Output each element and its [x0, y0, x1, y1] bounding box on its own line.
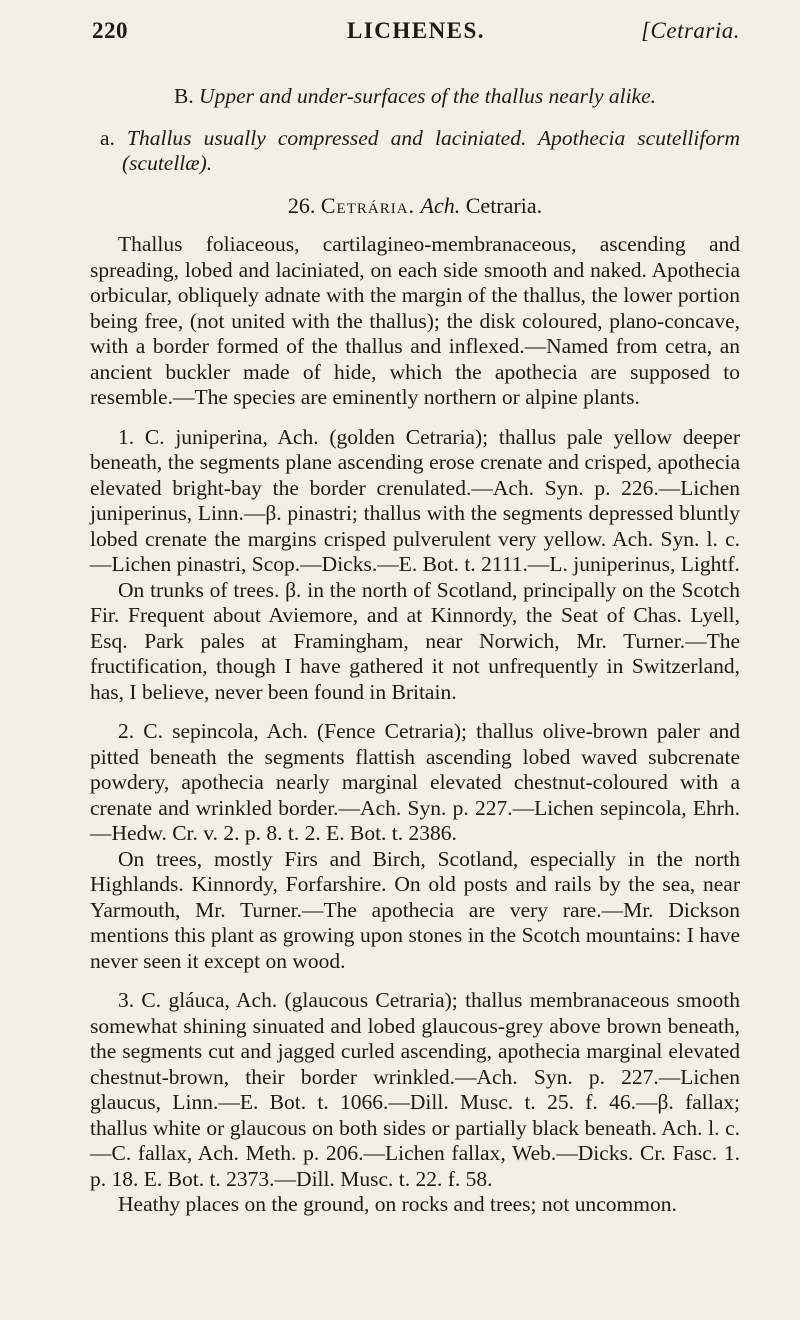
running-header — [92, 18, 740, 52]
subsection-text: Upper and under-surfaces of the thallus nearly alike. — [199, 84, 657, 108]
subsection-heading-a — [90, 126, 740, 177]
running-genus: [Cetraria. — [641, 18, 740, 43]
genus-description: Thallus foliaceous, cartilagineo-membranaceous, ascending and spreading, lobed and laciniated, on each side smooth and naked. Apothecia orbicular, obliquely adnate with the margin of the thallus, the lower portion being free, (not united with the thallus); the disk coloured, plano-concave, with a border formed of the thallus and inflexed.—Named from cetra, an ancient buckler made of hide, which the apothecia are supposed to resemble.—The species are eminently northern or alpine plants. — [90, 232, 740, 409]
genus-english: Cetraria. — [465, 192, 543, 218]
subsection-heading-b — [90, 84, 740, 110]
species-description: 1. C. juniperina, Ach. (golden Cetraria); thallus pale yellow deeper beneath, the segments plane ascending erose crenate and crisped, apothecia elevated bright-bay the border crenulated.—Ach. Syn. p. 226.—Lichen juniperinus, Linn.—β. pinastri; thallus with the segments depressed bluntly lobed crenate the margins crisped pulverulent very yellow. Ach. Syn. l. c.—Lichen pinastri, Scop.—Dicks.—E. Bot. t. 2111.—L. juniperinus, Lightf. — [90, 424, 740, 576]
subsection-text: Thallus usually compressed and laciniated. Apothecia scutelliform (scutellæ). — [122, 125, 740, 175]
species-description: 2. C. sepincola, Ach. (Fence Cetraria); thallus olive-brown paler and pitted beneath the segments flattish ascending lobed waved subcrenate powdery, apothecia nearly marginal elevated chestnut-coloured with a crenate and wrinkled border.—Ach. Syn. p. 227.—Lichen sepincola, Ehrh.—Hedw. Cr. v. 2. p. 8. t. 2. E. Bot. t. 2386. — [90, 719, 740, 845]
running-title: LICHENES. — [346, 18, 486, 43]
species-habitat: On trunks of trees. β. in the north of Scotland, principally on the Scotch Fir. Frequent about Aviemore, and at Kinnordy, the Seat of Chas. Lyell, Esq. Park pales at Framingham, near Norwich, Mr. Turner.—The fructification, though I have gathered it not unfrequently in Switzerland, has, I believe, never been found in Britain. — [90, 577, 740, 704]
species-habitat: On trees, mostly Firs and Birch, Scotland, especially in the north Highlands. Kinnordy, Forfarshire. On old posts and rails by the sea, near Yarmouth, Mr. Turner.—The apothecia are very rare.—Mr. Dickson mentions this plant as growing upon stones in the Scotch mountains: I have never seen it except on wood. — [90, 846, 740, 973]
genus-name: Cetrária. — [320, 192, 416, 218]
subsection-label: a. — [100, 125, 115, 150]
subsection-label: B. — [173, 84, 194, 108]
page-body — [90, 84, 740, 1218]
species-description: 3. C. gláuca, Ach. (glaucous Cetraria); thallus membranaceous smooth somewhat shining sinuated and lobed glaucous-grey above brown beneath, the segments cut and jagged curled ascending, apothecia marginal elevated chestnut-brown, their border wrinkled.—Ach. Syn. p. 227.—Lichen glaucus, Linn.—E. Bot. t. 1066.—Dill. Musc. t. 25. f. 46.—β. fallax; thallus white or glaucous on both sides or partially black beneath. Ach. l. c.—C. fallax, Ach. Meth. p. 206.—Lichen fallax, Web.—Dicks. Cr. Fasc. 1. p. 18. E. Bot. t. 2373.—Dill. Musc. t. 22. f. 58. — [90, 988, 740, 1191]
genus-number: 26. — [287, 192, 316, 218]
genus-author: Ach. — [420, 192, 461, 218]
species-habitat: Heathy places on the ground, on rocks and trees; not uncommon. — [118, 1192, 677, 1216]
genus-heading — [90, 193, 740, 219]
page-number: 220 — [92, 18, 128, 43]
